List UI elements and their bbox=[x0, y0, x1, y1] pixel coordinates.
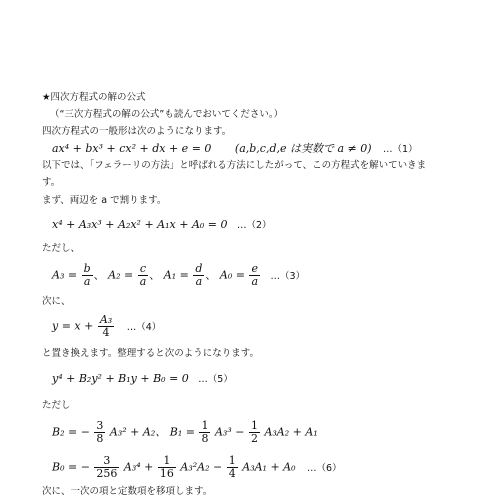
eq3-a3-fraction bbox=[82, 263, 93, 288]
eq3-a3-num: b bbox=[83, 262, 91, 275]
section-heading: ★四次方程式の解の公式 bbox=[42, 92, 146, 103]
replace-sentence: と置き換えます。整理すると次のようになります。 bbox=[42, 348, 259, 359]
equation-1-number: …（1） bbox=[383, 144, 418, 155]
transpose-sentence: 次に、一次の項と定数項を移項します。 bbox=[42, 486, 213, 497]
equation-5 bbox=[52, 372, 233, 387]
divide-instruction: まず、両辺を a で割ります。 bbox=[42, 195, 167, 206]
eq6b-fraction3 bbox=[227, 455, 238, 480]
eq6a-b1-rest: A₃A₂ + A₁ bbox=[264, 425, 318, 439]
eq3-sep-3: 、 bbox=[205, 268, 217, 282]
eq6a-b1-den1: 8 bbox=[201, 432, 209, 445]
eq6b-num3: 1 bbox=[228, 454, 236, 467]
tadashi-label-1: ただし、 bbox=[42, 243, 81, 254]
eq6a-b2-num: 3 bbox=[96, 419, 104, 432]
equation-4-number: …（4） bbox=[126, 321, 162, 333]
equation-6b bbox=[52, 455, 342, 480]
equation-4 bbox=[52, 314, 161, 339]
equation-1 bbox=[52, 142, 418, 157]
eq3-a1-num: d bbox=[195, 262, 203, 275]
equation-3 bbox=[52, 263, 305, 288]
eq6a-b2-lhs: B₂ = − bbox=[52, 425, 90, 439]
eq6b-num2: 1 bbox=[158, 455, 176, 468]
equation-6-number: …（6） bbox=[307, 462, 342, 474]
eq6b-lhs: B₀ = − bbox=[52, 460, 90, 474]
ferrari-method-line2: す。 bbox=[42, 177, 61, 188]
eq6a-b1-mid: A₃³ − bbox=[214, 425, 245, 439]
eq3-a0-lhs: A₀ = bbox=[219, 268, 245, 282]
eq3-a2-num: c bbox=[138, 263, 149, 276]
eq6a-b2-fraction bbox=[94, 420, 105, 445]
equation-5-number: …（5） bbox=[198, 374, 233, 385]
eq3-sep-2: 、 bbox=[149, 268, 161, 282]
eq6a-b2-rest: A₃² + A₂、 bbox=[109, 425, 167, 439]
eq4-num: A₃ bbox=[99, 313, 113, 326]
eq3-a0-den: a bbox=[251, 275, 259, 288]
ferrari-method-line1: 以下では、「フェラーリの方法」と呼ばれる方法にしたがって、この方程式を解いていきま bbox=[42, 160, 427, 171]
eq6b-den2: 16 bbox=[159, 467, 174, 480]
eq3-sep-1: 、 bbox=[93, 268, 105, 282]
eq6b-fraction2 bbox=[158, 455, 176, 480]
eq3-a2-fraction bbox=[138, 263, 149, 288]
eq6b-den3: 4 bbox=[228, 467, 236, 480]
eq6a-b1-lhs: B₁ = bbox=[169, 425, 195, 439]
equation-1-condition: (a,b,c,d,e は実数で a ≠ 0) bbox=[234, 142, 372, 155]
equation-3-number: …（3） bbox=[270, 270, 306, 282]
eq4-den: 4 bbox=[102, 326, 110, 339]
eq6a-b1-num1: 1 bbox=[201, 419, 209, 432]
eq3-a1-fraction bbox=[193, 263, 204, 288]
eq6a-b1-num2: 1 bbox=[250, 419, 258, 432]
eq3-a2-den: a bbox=[139, 275, 147, 288]
eq6b-term3: A₃A₁ + A₀ bbox=[242, 460, 296, 474]
eq6b-term1: A₃⁴ + bbox=[123, 460, 154, 474]
equation-2-number: …（2） bbox=[237, 220, 272, 231]
equation-2 bbox=[52, 218, 272, 233]
eq4-lhs: y = x + bbox=[52, 319, 94, 333]
eq4-fraction bbox=[98, 314, 114, 339]
eq6b-fraction1 bbox=[94, 455, 119, 480]
eq6a-b1-fraction2 bbox=[249, 420, 260, 445]
eq3-a0-num: e bbox=[249, 263, 260, 276]
eq6b-num1: 3 bbox=[94, 455, 119, 468]
eq6b-den1: 256 bbox=[96, 467, 118, 480]
eq6a-b2-den: 8 bbox=[96, 432, 104, 445]
equation-5-body: y⁴ + B₂y² + B₁y + B₀ = 0 bbox=[52, 372, 189, 385]
equation-6a bbox=[52, 420, 318, 445]
tadashi-label-2: ただし bbox=[42, 400, 71, 411]
eq3-a2-lhs: A₂ = bbox=[108, 268, 134, 282]
eq3-a0-fraction bbox=[249, 263, 260, 288]
eq3-a1-den: a bbox=[195, 275, 203, 288]
equation-1-body: ax⁴ + bx³ + cx² + dx + e = 0 bbox=[52, 142, 212, 155]
eq6a-b1-fraction1 bbox=[199, 420, 210, 445]
reference-note: （“三次方程式の解の公式”も読んでおいてください。） bbox=[50, 109, 284, 120]
eq3-a1-lhs: A₁ = bbox=[163, 268, 189, 282]
eq6a-b1-den2: 2 bbox=[250, 432, 258, 445]
next-label-1: 次に、 bbox=[42, 296, 71, 307]
eq3-a3-lhs: A₃ = bbox=[52, 268, 78, 282]
eq6b-term2: A₃²A₂ − bbox=[180, 460, 223, 474]
general-form-intro: 四次方程式の一般形は次のようになります。 bbox=[42, 126, 232, 137]
equation-2-body: x⁴ + A₃x³ + A₂x² + A₁x + A₀ = 0 bbox=[52, 218, 228, 231]
eq3-a3-den: a bbox=[83, 275, 91, 288]
